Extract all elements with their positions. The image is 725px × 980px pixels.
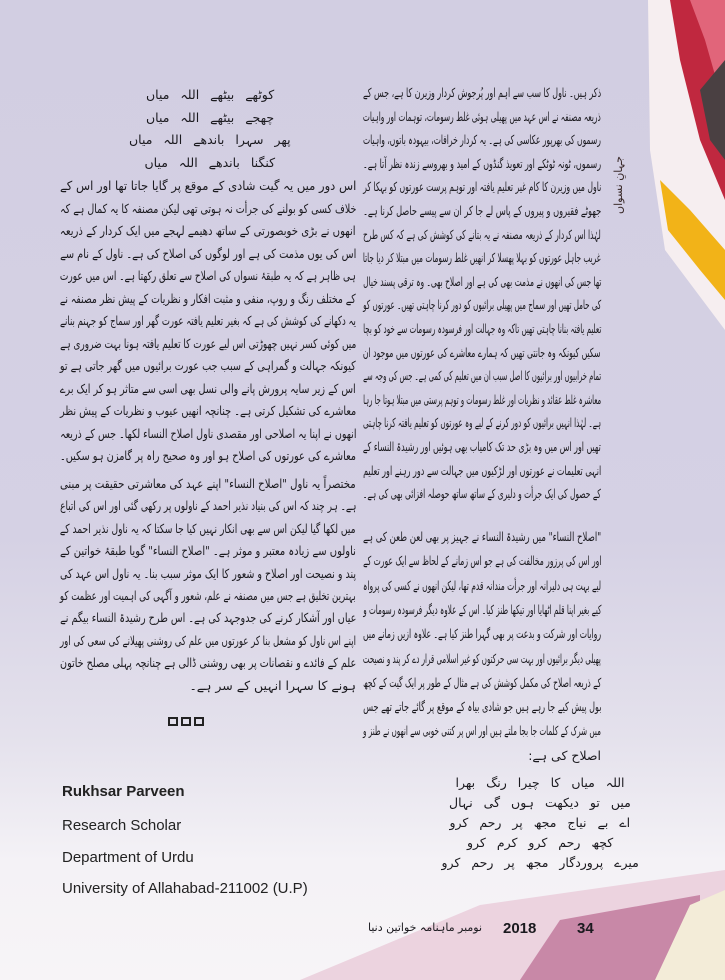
text-line [363, 224, 601, 246]
text-line-content: علم کے فائدے و نقصانات پر بھی روشنی ڈالی ہے چنانچہ پہلی مصلح خاتون [59, 655, 356, 671]
text-line-content: مختصراً یہ ناول "اصلاح النساء" اپنے عہد کی معاشرتی حقیقت پر مبنی [60, 476, 356, 491]
text-line [60, 495, 356, 517]
text-line-content: اپنے اس ناول کو مشعل بنا کر عورتوں میں علم کی روشنی پھیلانے کی سعی کی اور [60, 632, 356, 648]
text-line [363, 389, 601, 411]
text-line [60, 355, 356, 377]
author-title: Research Scholar [62, 817, 182, 834]
text-line-content: اس دور میں یہ گیت شادی کے موقع پر گایا جاتا تھا اور اس کے [59, 178, 356, 193]
text-line [363, 436, 601, 458]
author-department: Department of Urdu [62, 849, 194, 866]
right-column [363, 0, 601, 900]
text-line-content: کے مختلف رنگ و روپ، منفی و مثبت افکار و نظریات کے پیش نظر مصنفہ نے [60, 290, 356, 306]
text-line [60, 675, 356, 697]
text-line-content: بول پیش کیے جا رہے ہیں جو شادی بیاہ کے موقع پر گائے جاتے تھے جس [362, 699, 601, 715]
text-line-content: تعلیم یافتہ بنانا چاہتی تھیں تاکہ وہ جہالت اور فرسودہ رسومات سے خود کو بچا [362, 321, 601, 336]
poem-line: کوٹھے بیٹھے اللہ میاں [146, 87, 275, 102]
text-line [363, 412, 601, 434]
text-line-content: لہٰذا اس کردار کے ذریعہ مصنفہ نے یہ بتانے کی کوشش کی ہے کہ کس طرح [363, 226, 601, 242]
text-line-content: ذریعہ مصنفہ نے اس عہد میں پھیلی ہوئی غلط رسومات، توہمات اور واہیات [363, 108, 601, 124]
text-line-content: "اصلاح النساء" میں رشیدۃ النساء نے جہیز پر بھی لعن طعن کی ہے [362, 529, 601, 544]
text-line-content: عیاں اور آشکار کرنے کی جدوجہد کی ہے۔ اس طرح رشیدۃ النساء بیگم نے [59, 610, 356, 626]
magazine-name: ماہنامہ خواتین دنیا [368, 921, 455, 934]
text-line [363, 672, 601, 694]
text-line [363, 648, 601, 670]
text-line-content: لیے بہت ہی دلیرانہ اور جرأت مندانہ قدم تھا، لیکن انھوں نے کسی کی پرواہ [362, 577, 601, 593]
author-university: University of Allahabad-211002 (U.P) [62, 880, 308, 897]
section-end-marker [168, 717, 204, 726]
poem-line: اے بے نیاج مجھ پر رحم کرو [449, 815, 631, 830]
text-line-content: کیونکہ جہالت و گمراہی کے سبب جب عورت برائیوں میں گھر جاتی ہے تو [60, 358, 356, 373]
text-line [60, 378, 356, 400]
poem-line: پھر سہرا باندھے اللہ میاں [129, 132, 291, 147]
text-line [363, 106, 601, 128]
text-line-content: ناولوں سے زیادہ معتبر و موثر ہے۔ "اصلاح النساء" گویا طبقۂ خواتین کے [60, 543, 356, 559]
text-line [60, 563, 356, 585]
text-line [363, 200, 601, 222]
text-line-content: پند و نصیحت اور اصلاح و شعور کا ایک موثر سبب بنا۔ یہ ناول اس عہد کی [59, 565, 356, 581]
text-line [60, 265, 356, 287]
text-line-content: معاشرے کی تشکیل کرتی ہے۔ چنانچہ انھیں عیوب و نظریات کے پیش نظر [59, 403, 356, 418]
text-line-content: ہے۔ ہر چند کہ اس کی بنیاد نذیر احمد کے ناولوں پر رکھی گئی اور اس کی اتباع [59, 498, 356, 514]
text-line-content: انھوں نے بڑی خوبصورتی کے ساتھ دھیمے لہجے میں ایک کردار کے ذریعہ [60, 223, 356, 238]
text-line [363, 365, 601, 387]
text-line [60, 585, 356, 607]
text-line [363, 129, 601, 151]
text-line [60, 288, 356, 310]
text-line [60, 540, 356, 562]
text-line [60, 445, 356, 467]
text-line-content: انھوں نے اپنا یہ اصلاحی اور مقصدی ناول اصلاح النساء لکھا۔ جس کے ذریعہ [59, 425, 356, 441]
text-line [363, 271, 601, 293]
text-line-content: رسموں، ٹونہ ٹوٹکے اور تعویذ گنڈوں کے امید و بھروسے زندہ نظر آتا ہے۔ [362, 155, 601, 171]
text-line-content: ہی ظاہر ہے کہ یہ طبقۂ نسواں کی اصلاح سے تعلق رکھتا ہے۔ اس میں عورت [60, 268, 356, 283]
poem-line: میرے پروردگار مجھ پر رحم کرو [441, 855, 639, 870]
text-line [60, 310, 356, 332]
poem-line: میں تو دیکھت ہوں گی نہال [449, 795, 631, 810]
text-line-content: ناول میں وزیرن کا کام غیر تعلیم یافتہ اور توہم پرست عورتوں کو بہکا کر [362, 179, 601, 195]
issue-month: نومبر [458, 921, 483, 934]
author-name: Rukhsar Parveen [62, 783, 185, 800]
poem-line: کچھ رحم کرو کرم کرو [467, 835, 614, 850]
poem-line: اللہ میاں کا چیرا رنگ بھرا [455, 775, 625, 790]
text-line-content: کے حصول کی ایک جرأت و دلیری کے ساتھ ساتھ حوصلہ افزائی بھی کی ہے۔ [363, 486, 601, 502]
text-line-content: تھا جس کی انھوں نے مذمت بھی کی ہے اور اصلاح بھی۔ وہ ترقی پسند خیال [362, 273, 601, 289]
text-line [363, 599, 601, 621]
text-line [363, 696, 601, 718]
text-line-content: اس کے زیر سایہ پرورش پانے والی نسل بھی اسی سے متاثر ہو کر ایک برے [60, 380, 356, 396]
text-line [363, 294, 601, 316]
text-line-content: جھوٹے فقیروں و پیروں کے پاس لے جا کر ان سے پیسے حاصل کرنا ہے۔ [362, 203, 601, 218]
text-line [60, 333, 356, 355]
text-line [60, 473, 356, 495]
text-line-content: میں شرک کے کلمات جا بجا ملتے ہیں اور اس پر کتنی خوبی سے انھوں نے طنز و [363, 723, 601, 739]
text-line-content: رسموں کی بھرپور عکاسی کی ہے۔ یہ کردار خرافات، بیہودہ باتوں، واہیات [363, 132, 601, 148]
text-line-content: اس کی یوں مذمت کی ہے اور لوگوں کی اصلاح کی ہے۔ ناول کے نام سے [59, 245, 356, 261]
text-line [363, 318, 601, 340]
text-line [363, 460, 601, 482]
text-line [60, 630, 356, 652]
text-line [363, 575, 601, 597]
text-line-content: ہے۔ لہٰذا انہیں برائیوں کو دور کرنے کے لیے وہ عورتوں کو تعلیم یافتہ کرنا چاہتی [362, 415, 601, 431]
text-line-content: تمام خرابیوں اور برائیوں کا اصل سبب ان میں تعلیم کی کمی ہے۔ جس کی وجہ سے [362, 368, 601, 384]
text-line-content: سکیں کیونکہ وہ جانتی تھیں کہ ہمارے معاشرے کی عورتوں میں موجود ان [363, 344, 601, 360]
text-line [60, 400, 356, 422]
text-line-content: معاشرے کی عورتوں کی اصلاح ہو اور وہ صحیح راہ پر گامزن ہو سکیں۔ [59, 448, 356, 463]
text-line [363, 342, 601, 364]
page-number: 34 [577, 920, 594, 937]
text-line [60, 175, 356, 197]
text-line [60, 220, 356, 242]
text-line [60, 423, 356, 445]
poem-line: چھجے بیٹھے اللہ میاں [146, 109, 275, 125]
text-line [363, 526, 601, 548]
text-line [60, 652, 356, 674]
text-line [60, 198, 356, 220]
text-line-content: انہی تعلیمات نے عورتوں اور لڑکیوں میں جہالت سے دور رہنے اور تعلیم [362, 462, 601, 478]
text-line-content: کے ذریعہ اصلاح کی مکمل کوشش کی ہے مثال کے طور پر ایک گیت کے کچھ [362, 674, 601, 690]
issue-year: 2018 [503, 920, 537, 937]
text-line-content: خلاف کسی کو بولنے کی جرأت نہ ہوتی تھی لیکن مصنفہ کا یہ کمال ہے کہ [59, 200, 356, 216]
text-line-content: غریب جاہل عورتوں کو بہلا پھسلا کر انھیں غلط رسومات میں مبتلا کر دیا جاتا [363, 250, 601, 266]
text-line-content: روایات اور شرکت و بدعت پر بھی گہرا طنز کیا ہے۔ علاوہ ازیں زمانے میں [362, 626, 601, 642]
text-line [60, 518, 356, 540]
text-line-content: اور اس کی پرزور مخالفت کی ہے جو اس زمانے کے لحاظ سے ایک عورت کے [362, 553, 601, 569]
text-line-content: کیے بغیر اپنا قلم اٹھایا اور تیکھا طنز کیا۔ اس کے علاوہ دیگر فرسودہ رسومات و [362, 601, 601, 617]
text-line [363, 153, 601, 175]
text-line [60, 243, 356, 265]
text-line-content: میں لکھا گیا لیکن اس سے بھی انکار نہیں کیا جا سکتا کہ یہ ناول نذیر احمد کے [60, 520, 356, 536]
text-line-content: معاشرہ غلط عقائد و نظریات اور غلط رسومات و توہم پرستی میں مبتلا ہوتا جا رہا [362, 391, 601, 407]
text-line-content: ہونے کا سہرا انہیں کے سر ہے۔ [189, 677, 356, 693]
text-line [363, 247, 601, 269]
text-line [363, 176, 601, 198]
page-footer [0, 920, 725, 942]
text-line-content: یہ دکھانے کی کوشش کی ہے کہ بغیر تعلیم یافتہ عورت گھر اور سماج کو جہنم بنانے [60, 313, 356, 328]
text-line [363, 550, 601, 572]
poem-line: کنگنا باندھے اللہ میاں [144, 154, 276, 170]
text-line [363, 483, 601, 505]
text-line-content: تھیں اور اس میں وہ بڑی حد تک کامیاب بھی ہوئیں اور رشیدۃ النساء کے [363, 439, 601, 454]
text-line [363, 82, 601, 104]
text-line-content: کی حامل تھیں اور سماج میں پھیلی برائیوں کو دور کرنا چاہتی تھیں۔ عورتوں کو [362, 297, 601, 313]
text-line-content: ذکر ہیں۔ ناول کا سب سے اہم اور پُرجوش کردار وزیرن کا ہے، جس کے [362, 85, 601, 100]
text-line-content: پھیلی دیگر برائیوں اور بہت سی حرکتوں کو غیر اسلامی قرار دے کر پند و نصیحت [363, 650, 601, 666]
text-line [363, 623, 601, 645]
section-label: جہانِ نسواں [612, 156, 625, 214]
text-line [363, 720, 601, 742]
text-line-content: میں کوئی کسر نہیں چھوڑتی اس لیے عورت کا تعلیم یافتہ ہونا بہت ضروری ہے [59, 335, 356, 351]
text-line [60, 607, 356, 629]
text-line-content: اصلاح کی ہے: [528, 747, 601, 763]
text-line [363, 745, 601, 767]
text-line-content: بہترین تخلیق ہے جس میں مصنفہ نے علم، شعور و آگہی کی اہمیت اور عظمت کو [60, 588, 356, 603]
